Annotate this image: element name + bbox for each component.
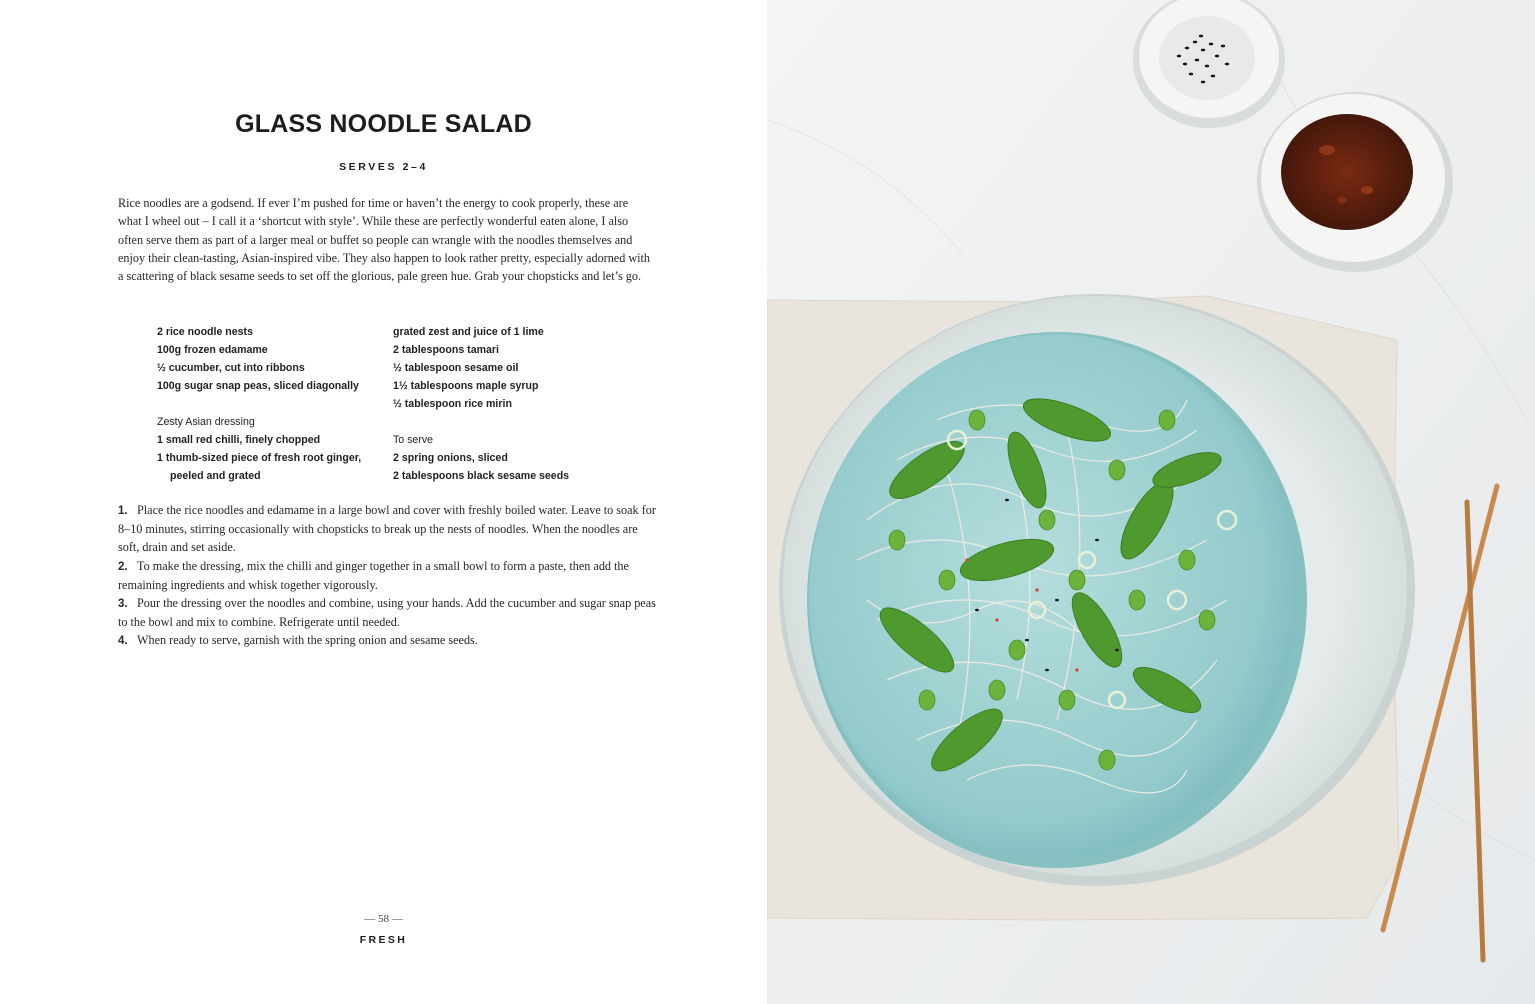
step-text: Place the rice noodles and edamame in a large bowl and cover with freshly boiled water. Leave to soak for 8–10 minutes, stirring occasionally with chopsticks to break up the nests of noodles. When the noodles are soft, drain and set aside. bbox=[118, 503, 656, 555]
method-step bbox=[118, 557, 658, 594]
ingredient-item: grated zest and juice of 1 lime bbox=[393, 326, 544, 338]
text-page bbox=[0, 0, 767, 1004]
recipe-intro: Rice noodles are a godsend. If ever I’m pushed for time or haven’t the energy to cook properly, these are what I wheel out – I call it a ‘shortcut with style’. While these are perfectly wonderful eaten alone, I also often serve them as part of a larger meal or buffet so people can wrangle with the noodles themselves and enjoy their clean-tasting, Asian-inspired vibe. They also happen to look rather pretty, especially adorned with a scattering of black sesame seeds to set off the glorious, pale green hue. Grab your chopsticks and let’s go. bbox=[118, 196, 651, 284]
ingredient-item: 1 thumb-sized piece of fresh root ginger, bbox=[157, 452, 362, 464]
step-text: When ready to serve, garnish with the spring onion and sesame seeds. bbox=[137, 633, 478, 648]
section-name: FRESH bbox=[359, 934, 408, 946]
ingredient-item: 2 spring onions, sliced bbox=[393, 452, 508, 464]
step-text: To make the dressing, mix the chilli and ginger together in a small bowl to form a paste, then add the remaining ingredients and whisk together vigorously. bbox=[118, 558, 629, 592]
ingredients-column-left bbox=[157, 323, 387, 485]
step-text: Pour the dressing over the noodles and combine, using your hands. Add the cucumber and sugar snap peas to the bowl and mix to combine. Refrigerate until needed. bbox=[118, 596, 656, 630]
ingredient-item: 100g frozen edamame bbox=[157, 344, 268, 356]
step-number: 1. bbox=[118, 505, 128, 517]
ingredient-item: ½ tablespoon sesame oil bbox=[393, 362, 519, 374]
recipe-photo bbox=[767, 0, 1535, 1004]
ingredient-item: 2 rice noodle nests bbox=[157, 326, 253, 338]
recipe-title: GLASS NOODLE SALAD bbox=[235, 110, 532, 138]
dressing-heading: Zesty Asian dressing bbox=[157, 416, 255, 428]
ingredient-item: 1½ tablespoons maple syrup bbox=[393, 380, 539, 392]
serve-heading: To serve bbox=[393, 434, 434, 446]
step-number: 3. bbox=[118, 598, 128, 611]
ingredient-item: 100g sugar snap peas, sliced diagonally bbox=[157, 380, 359, 392]
ingredient-item-continued: peeled and grated bbox=[170, 470, 261, 482]
method-step bbox=[118, 501, 658, 557]
ingredients-column-right bbox=[393, 323, 633, 485]
ingredient-item: 2 tablespoons tamari bbox=[393, 344, 499, 356]
dressing-bowl bbox=[1257, 92, 1453, 272]
method-steps bbox=[118, 501, 658, 651]
page-number: — 58 — bbox=[364, 913, 403, 925]
serves-label: SERVES 2–4 bbox=[339, 161, 428, 173]
method-step bbox=[118, 594, 658, 631]
ingredient-item: ½ cucumber, cut into ribbons bbox=[157, 362, 305, 374]
step-number: 2. bbox=[118, 560, 128, 573]
ingredient-item: 1 small red chilli, finely chopped bbox=[157, 434, 321, 446]
ingredient-item: ½ tablespoon rice mirin bbox=[393, 398, 512, 410]
method-step bbox=[118, 631, 658, 650]
ingredient-item: 2 tablespoons black sesame seeds bbox=[393, 470, 570, 482]
step-number: 4. bbox=[118, 635, 128, 648]
